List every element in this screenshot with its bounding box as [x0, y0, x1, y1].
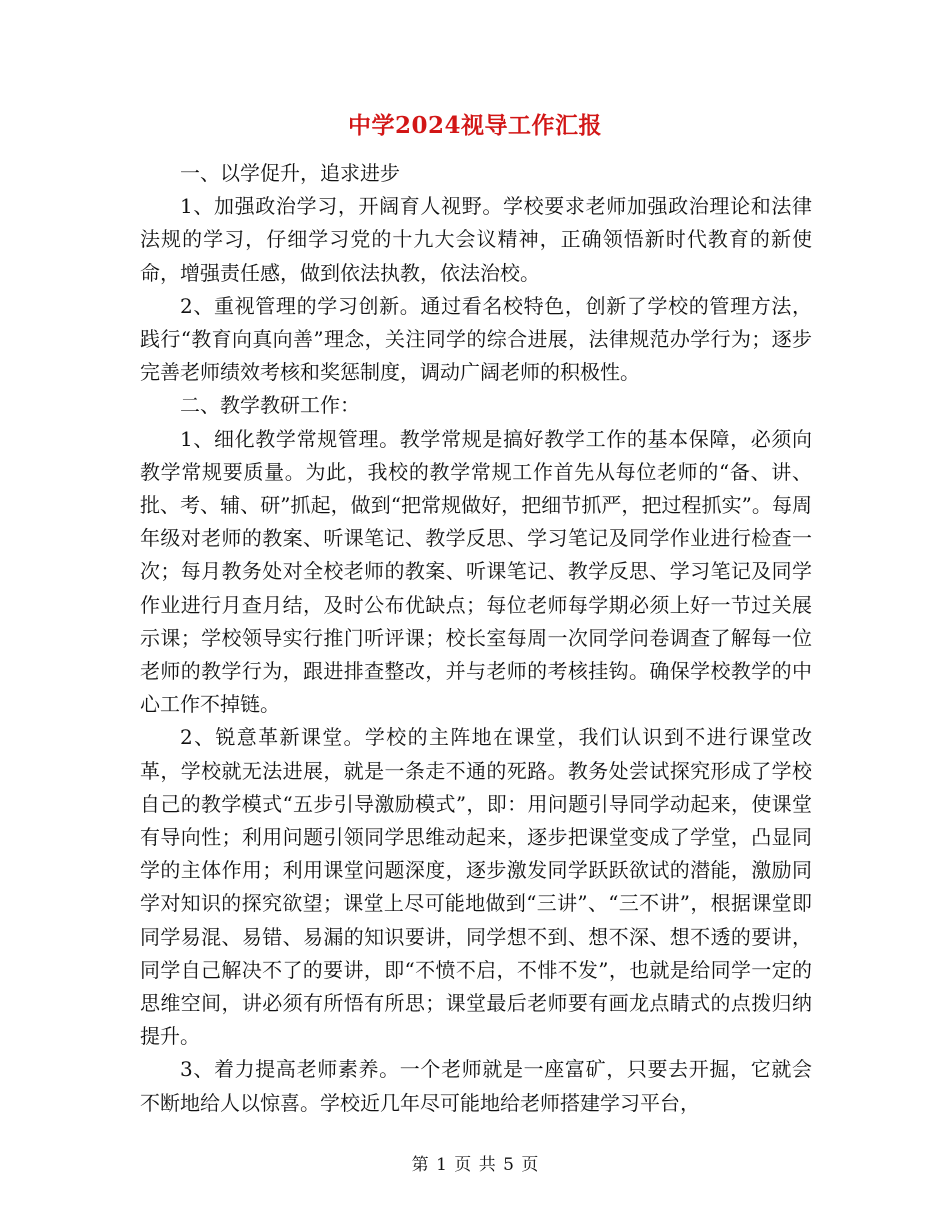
section-heading: 一、以学促升，追求进步 — [180, 161, 400, 185]
document-body — [140, 157, 812, 1120]
paragraph: 2、重视管理的学习创新。通过看名校特色，创新了学校的管理方法，践行“教育向真向善”理念，关注同学的综合进展，法律规范办学行为；逐步完善老师绩效考核和奖惩制度，调动广阔老师的积极性。 — [140, 293, 812, 385]
document-title: 中学2024视导工作汇报 — [347, 112, 602, 139]
section-heading: 二、教学教研工作： — [180, 393, 360, 418]
paragraph: 1、细化教学常规管理。教学常规是搞好教学工作的基本保障，必须向教学常规要质量。为此，我校的教学常规工作首先从每位老师的“备、讲、批、考、辅、研”抓起，做到“把常规做好，把细节抓严，把过程抓实”。每周年级对老师的教案、听课笔记、教学反思、学习笔记及同学作业进行检查一次；每月教务处对全校老师的教案、听课笔记、教学反思、学习笔记及同学作业进行月查月结，及时公布优缺点；每位老师每学期必须上好一节过关展示课；学校领导实行推门听评课；校长室每周一次同学问卷调查了解每一位老师的教学行为，跟进排查整改，并与老师的考核挂钩。确保学校教学的中心工作不掉链。 — [140, 426, 812, 717]
page-footer: 第 1 页 共 5 页 — [411, 1155, 539, 1175]
paragraph: 3、着力提高老师素养。一个老师就是一座富矿，只要去开掘，它就会不断地给人以惊喜。学校近几年尽可能地给老师搭建学习平台， — [140, 1057, 812, 1115]
paragraph: 2、锐意革新课堂。学校的主阵地在课堂，我们认识到不进行课堂改革，学校就无法进展，就是一条走不通的死路。教务处尝试探究形成了学校自己的教学模式“五步引导激励模式”，即：用问题引导同学动起来，使课堂有导向性；利用问题引领同学思维动起来，逐步把课堂变成了学堂，凸显同学的主体作用；利用课堂问题深度，逐步激发同学跃跃欲试的潜能，激励同学对知识的探究欲望；课堂上尽可能地做到“三讲”、“三不讲”，根据课堂即同学易混、易错、易漏的知识要讲，同学想不到、想不深、想不透的要讲，同学自己解决不了的要讲，即“不愤不启，不悱不发”，也就是给同学一定的思维空间，讲必须有所悟有所思；课堂最后老师要有画龙点睛式的点拨归纳提升。 — [140, 725, 812, 1049]
paragraph: 1、加强政治学习，开阔育人视野。学校要求老师加强政治理论和法律法规的学习，仔细学习党的十九大会议精神，正确领悟新时代教育的新使命，增强责任感，做到依法执教，依法治校。 — [140, 194, 812, 285]
